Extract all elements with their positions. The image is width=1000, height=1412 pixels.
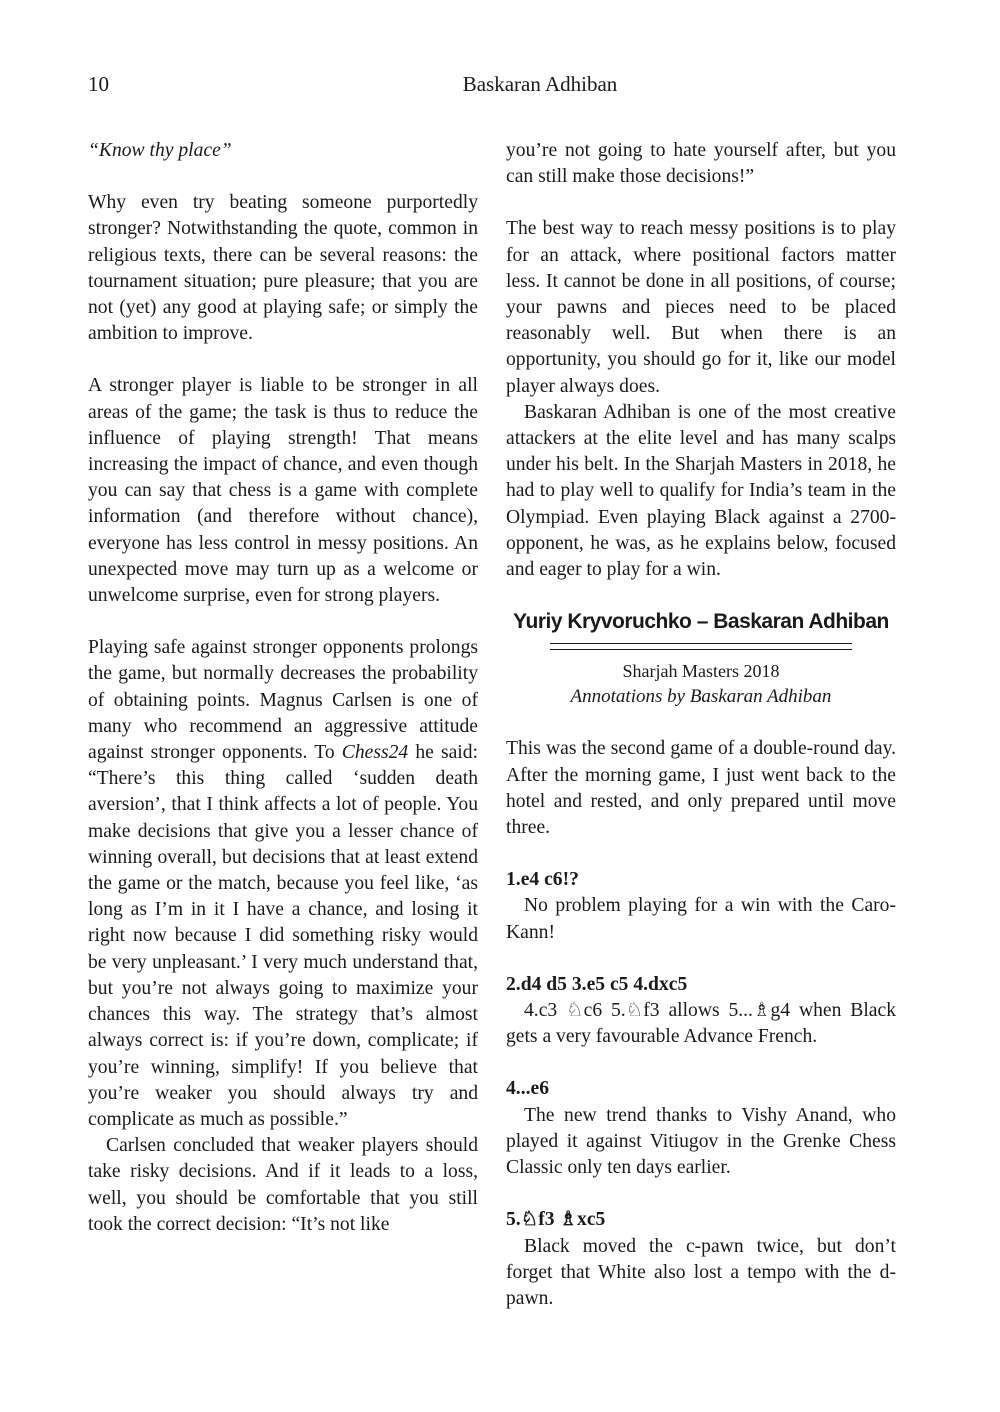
paragraph-text: Playing safe against stronger opponents prolongs the game, but normally decreases the probability of obtaining points. Magnus Carlsen is one of many who recommend an aggressive attitude against stronger opponents. To [88,637,478,764]
event-name: Sharjah Masters 2018 [622,661,780,682]
double-rule-divider [550,643,852,650]
move-comment: Black moved the c-pawn twice, but don’t forget that White also lost a tempo with the d-pawn. [506,1235,896,1309]
move-heading: 2.d4 d5 3.e5 c5 4.dxc5 [506,973,688,995]
paragraph: you’re not going to hate yourself after, but you can still make those decisions!” [506,140,896,188]
move-comment: 4.c3 ♘c6 5.♘f3 allows 5...♗g4 when Black gets a very favourable Advance French. [506,1000,896,1048]
paragraph [88,635,478,1133]
running-head: Baskaran Adhiban [462,72,618,96]
paragraph: The best way to reach messy positions is to play for an attack, where positional factors matter less. It cannot be done in all positions, of course; your pawns and pieces need to be placed reasonably well. But when there is an opportunity, you should go for it, like our model player always does. [506,218,896,397]
section-heading: “Know thy place” [88,140,232,161]
page-number: 10 [88,72,109,96]
game-title: Yuriy Kryvoruchko – Baskaran Adhiban [513,610,889,634]
annotator-line: Annotations by Baskaran Adhiban [570,686,832,708]
move-comment: The new trend thanks to Vishy Anand, who played it against Vitiugov in the Grenke Chess Classic only ten days earlier. [506,1104,896,1179]
move-heading: 5.♘f3 ♗xc5 [506,1209,606,1231]
paragraph: Carlsen concluded that weaker players should take risky decisions. And if it leads to a loss, well, you should be comfortable that you still took the correct decision: “It’s not like [88,1135,478,1235]
paragraph: Baskaran Adhiban is one of the most creative attackers at the elite level and has many scalps under his belt. In the Sharjah Masters in 2018, he had to play well to qualify for India’s team in the Olympiad. Even playing Black against a 2700-opponent, he was, as he explains below, focused and eager to play for a win. [506,401,896,581]
move-heading: 4...e6 [506,1078,549,1100]
left-column [88,138,478,1238]
publication-name: Chess24 [341,742,409,764]
paragraph: Why even try beating someone purportedly stronger? Notwithstanding the quote, common in religious texts, there can be several reasons: the tournament situation; pure pleasure; that you are not (yet) any good at playing safe; or simply the ambition to improve. [88,192,478,345]
right-column [506,138,896,1312]
paragraph-text: he said: “There’s this thing called ‘sudden death aversion’, that I think affects a lot of people. You make decisions that give you a lesser chance of winning overall, but decisions that at least extend the game or the match, because you feel like, ‘as long as I’m in it I have a chance, and losing it right now because I did something risky would be very unpleasant.’ I very much understand that, but you’re not always going to maximize your chances this way. The strategy that’s almost always correct is: if you’re down, complicate; if you’re winning, simplify! If you believe that you’re weaker you should always try and complicate as much as possible.” [88,742,478,1130]
paragraph: A stronger player is liable to be stronger in all areas of the game; the task is thus to reduce the influence of playing strength! That means increasing the impact of chance, and even though you can say that chess is a game with complete information (and therefore without chance), everyone has less control in messy positions. An unexpected move may turn up as a welcome or unwelcome surprise, even for strong players. [88,375,478,607]
paragraph: This was the second game of a double-round day. After the morning game, I just went back to the hotel and rested, and only prepared until move three. [506,738,896,839]
move-comment: No problem playing for a win with the Caro-Kann! [506,895,896,943]
move-heading: 1.e4 c6!? [506,869,579,891]
